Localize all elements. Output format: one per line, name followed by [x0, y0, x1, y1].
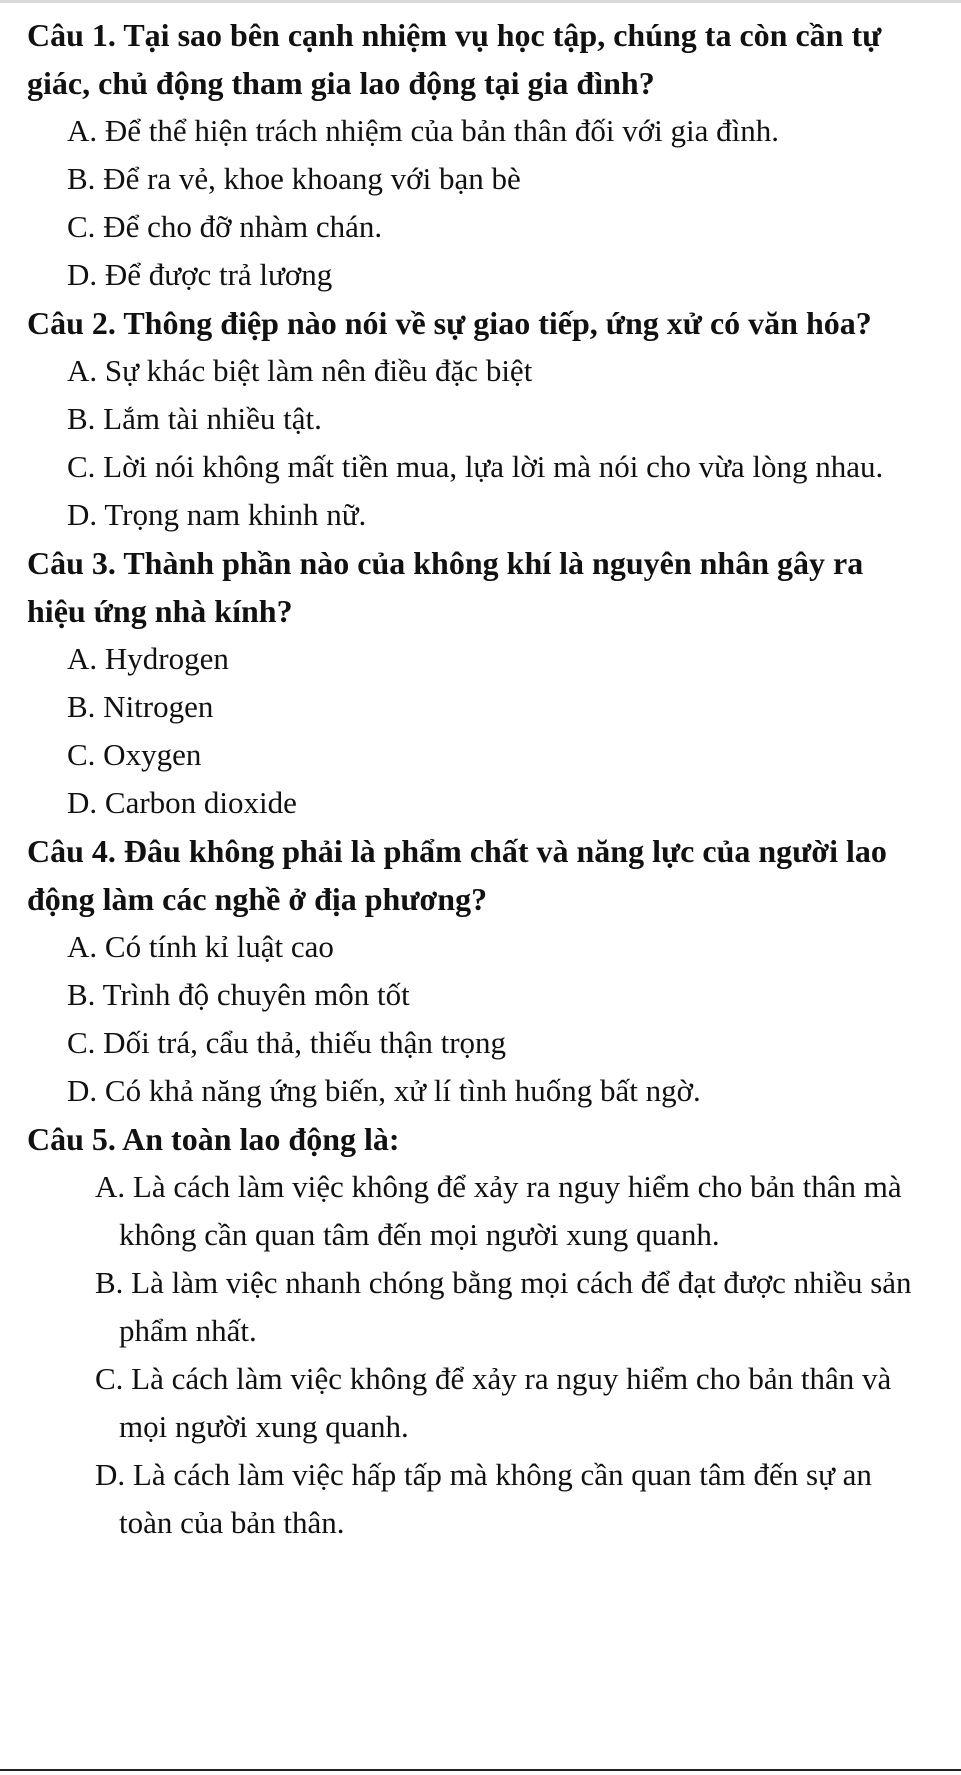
question-3	[27, 539, 933, 827]
question-3-option-b: B. Nitrogen	[67, 689, 214, 724]
question-4	[27, 827, 933, 1115]
question-1-option-a: A. Để thể hiện trách nhiệm của bản thân đối với gia đình.	[67, 113, 779, 148]
question-5-option-b: B. Là làm việc nhanh chóng bằng mọi cách để đạt được nhiều sản phẩm nhất.	[95, 1265, 912, 1348]
question-5-options	[27, 1163, 933, 1547]
question-2-title: Câu 2. Thông điệp nào nói về sự giao tiếp, ứng xử có văn hóa?	[27, 305, 872, 341]
question-3-option-a: A. Hydrogen	[67, 641, 229, 676]
question-3-option-d: D. Carbon dioxide	[67, 785, 297, 820]
question-4-option-a: A. Có tính kỉ luật cao	[67, 929, 334, 964]
question-4-options	[27, 923, 933, 1115]
question-2-option-b: B. Lắm tài nhiều tật.	[67, 401, 322, 436]
question-3-option-c: C. Oxygen	[67, 737, 202, 772]
bottom-border	[0, 1769, 961, 1771]
question-1	[27, 11, 933, 299]
question-4-option-b: B. Trình độ chuyên môn tốt	[67, 977, 410, 1012]
question-5-option-d: D. Là cách làm việc hấp tấp mà không cần quan tâm đến sự an toàn của bản thân.	[95, 1457, 872, 1540]
question-2-option-c: C. Lời nói không mất tiền mua, lựa lời mà nói cho vừa lòng nhau.	[67, 449, 884, 484]
question-4-option-d: D. Có khả năng ứng biến, xử lí tình huống bất ngờ.	[67, 1073, 701, 1108]
question-3-title: Câu 3. Thành phần nào của không khí là nguyên nhân gây ra hiệu ứng nhà kính?	[27, 545, 864, 629]
question-3-options	[27, 635, 933, 827]
question-5-option-c: C. Là cách làm việc không để xảy ra nguy hiểm cho bản thân và mọi người xung quanh.	[95, 1361, 892, 1444]
question-4-title: Câu 4. Đâu không phải là phẩm chất và năng lực của người lao động làm các nghề ở địa phương?	[27, 833, 887, 917]
question-2-option-d: D. Trọng nam khinh nữ.	[67, 497, 367, 532]
question-4-option-c: C. Dối trá, cẩu thả, thiếu thận trọng	[67, 1025, 507, 1060]
question-1-options	[27, 107, 933, 299]
question-1-option-c: C. Để cho đỡ nhàm chán.	[67, 209, 383, 244]
question-1-title: Câu 1. Tại sao bên cạnh nhiệm vụ học tập, chúng ta còn cần tự giác, chủ động tham gia lao động tại gia đình?	[27, 17, 882, 101]
question-1-option-d: D. Để được trả lương	[67, 257, 333, 292]
question-5-title: Câu 5. An toàn lao động là:	[27, 1121, 400, 1157]
question-2	[27, 299, 933, 539]
question-2-option-a: A. Sự khác biệt làm nên điều đặc biệt	[67, 353, 533, 388]
question-2-options	[27, 347, 933, 539]
question-1-option-b: B. Để ra vẻ, khoe khoang với bạn bè	[67, 161, 521, 196]
question-5-option-a: A. Là cách làm việc không để xảy ra nguy hiểm cho bản thân mà không cần quan tâm đến mọi người xung quanh.	[95, 1169, 902, 1252]
question-5	[27, 1115, 933, 1547]
